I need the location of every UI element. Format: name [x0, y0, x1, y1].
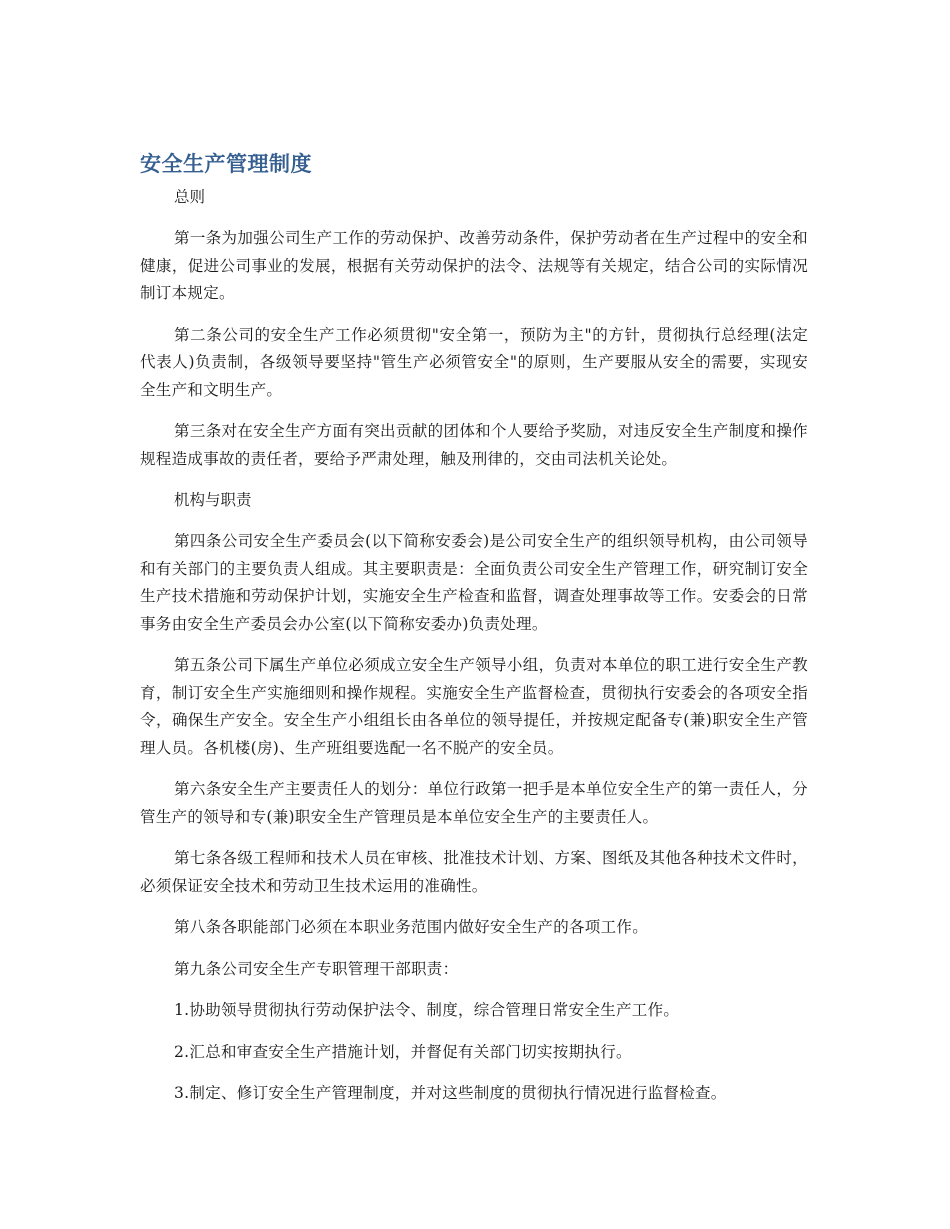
- document-page: [140, 148, 808, 1122]
- section-heading-general: 总则: [174, 188, 206, 206]
- article-8: 第八条各职能部门必须在本职业务范围内做好安全生产的各项工作。: [174, 918, 649, 936]
- duty-item-3: 3.制定、修订安全生产管理制度，并对这些制度的贯彻执行情况进行监督检查。: [174, 1084, 727, 1102]
- duty-item-2: 2.汇总和审查安全生产措施计划，并督促有关部门切实按期执行。: [174, 1042, 632, 1061]
- article-6: 第六条安全生产主要责任人的划分：单位行政第一把手是本单位安全生产的第一责任人，分管生产的领导和专(兼)职安全生产管理员是本单位安全生产的主要责任人。: [140, 780, 808, 826]
- article-2: 第二条公司的安全生产工作必须贯彻"安全第一，预防为主"的方针，贯彻执行总经理(法定代表人)负责制，各级领导要坚持"管生产必须管安全"的原则，生产要服从安全的需要，实现安全生产和文明生产。: [140, 325, 808, 399]
- article-3: 第三条对在安全生产方面有突出贡献的团体和个人要给予奖励，对违反安全生产制度和操作规程造成事故的责任者，要给予严肃处理，触及刑律的，交由司法机关论处。: [140, 422, 808, 468]
- article-4: 第四条公司安全生产委员会(以下简称安委会)是公司安全生产的组织领导机构，由公司领导和有关部门的主要负责人组成。其主要职责是：全面负责公司安全生产管理工作，研究制订安全生产技术措施和劳动保护计划，实施安全生产检查和监督，调查处理事故等工作。安委会的日常事务由安全生产委员会办公室(以下简称安委办)负责处理。: [140, 532, 808, 633]
- article-9: 第九条公司安全生产专职管理干部职责：: [174, 959, 459, 978]
- duty-item-1: 1.协助领导贯彻执行劳动保护法令、制度，综合管理日常安全生产工作。: [174, 1001, 680, 1019]
- article-1: 第一条为加强公司生产工作的劳动保护、改善劳动条件，保护劳动者在生产过程中的安全和健康，促进公司事业的发展，根据有关劳动保护的法令、法规等有关规定，结合公司的实际情况制订本规定。: [140, 229, 808, 302]
- article-7: 第七条各级工程师和技术人员在审核、批准技术计划、方案、图纸及其他各种技术文件时，必须保证安全技术和劳动卫生技术运用的准确性。: [140, 849, 808, 895]
- article-5: 第五条公司下属生产单位必须成立安全生产领导小组，负责对本单位的职工进行安全生产教育，制订安全生产实施细则和操作规程。实施安全生产监督检查，贯彻执行安委会的各项安全指令，确保生产安全。安全生产小组组长由各单位的领导提任，并按规定配备专(兼)职安全生产管理人员。各机楼(房)、生产班组要选配一名不脱产的安全员。: [140, 656, 808, 757]
- section-heading-organization: 机构与职责: [174, 491, 252, 509]
- document-title: 安全生产管理制度: [140, 152, 312, 176]
